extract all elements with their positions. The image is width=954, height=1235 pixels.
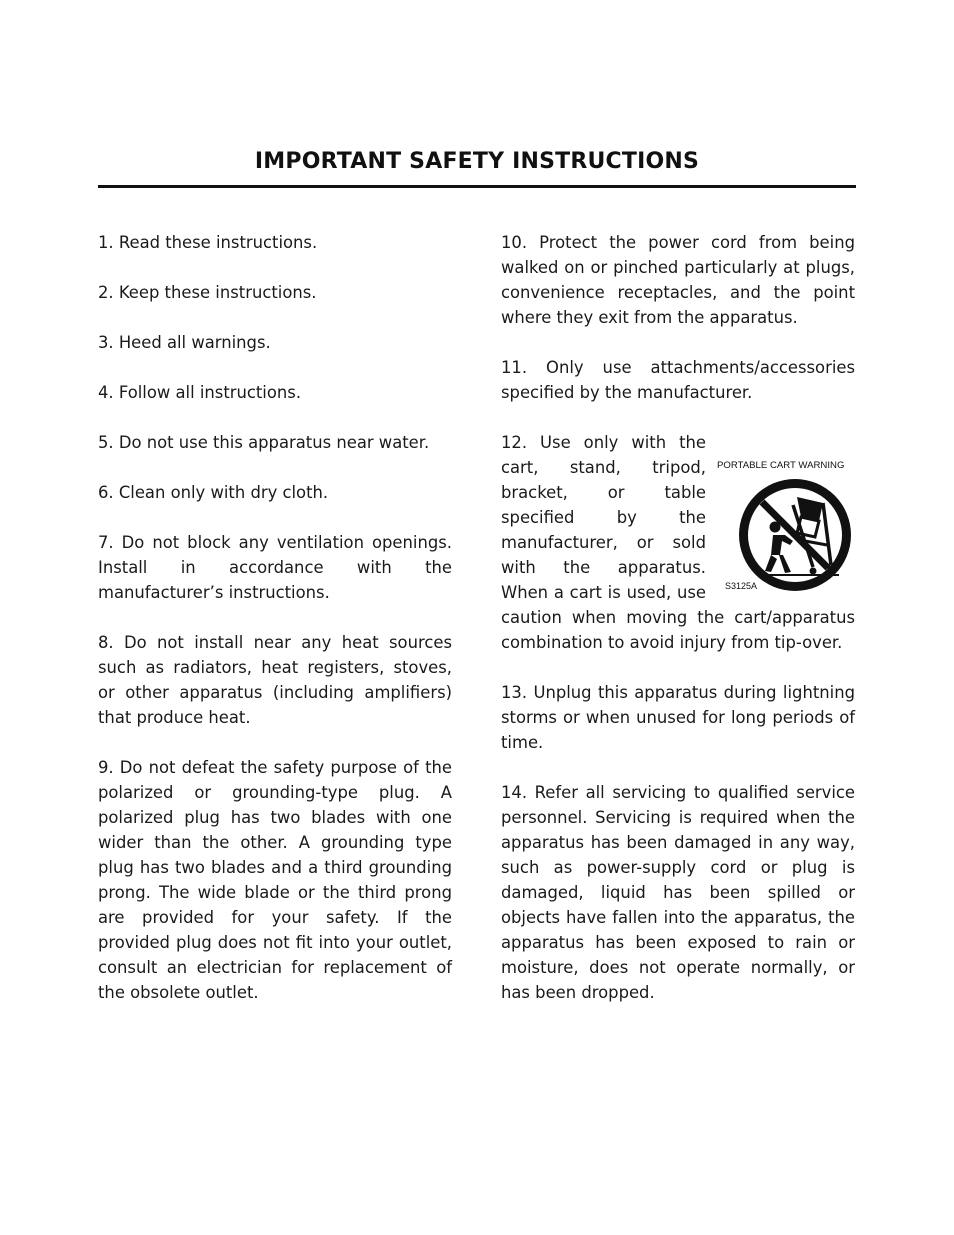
- instruction-5: 5. Do not use this apparatus near water.: [98, 433, 430, 452]
- page-title: IMPORTANT SAFETY INSTRUCTIONS: [254, 149, 700, 174]
- instruction-13: 13. Unplug this apparatus during lightning storms or when unused for long periods of time.: [501, 683, 855, 752]
- instruction-4: 4. Follow all instructions.: [98, 383, 302, 402]
- instruction-7: 7. Do not block any ventilation openings. Install in accordance with the manufacturer’s instructions.: [98, 533, 452, 602]
- instruction-12-block: [501, 430, 855, 655]
- instruction-1: 1. Read these instructions.: [98, 233, 318, 252]
- title-divider: [98, 185, 856, 188]
- cart-tip-over-warning-icon: [735, 475, 855, 597]
- instruction-10: 10. Protect the power cord from being walked on or pinched particularly at plugs, convenience receptacles, and the point where they exit from the apparatus.: [501, 233, 855, 327]
- instruction-8: 8. Do not install near any heat sources such as radiators, heat registers, stoves, or other apparatus (including amplifiers) that produce heat.: [98, 633, 452, 727]
- instruction-3: 3. Heed all warnings.: [98, 333, 271, 352]
- instruction-6: 6. Clean only with dry cloth.: [98, 483, 329, 502]
- cart-warning-caption: PORTABLE CART WARNING: [717, 460, 845, 471]
- left-column: [98, 230, 452, 1030]
- instruction-11: 11. Only use attachments/accessories specified by the manufacturer.: [501, 358, 855, 402]
- right-column: [501, 230, 855, 1030]
- cart-warning-code: S3125A: [725, 581, 758, 591]
- instruction-9: 9. Do not defeat the safety purpose of the polarized or grounding-type plug. A polarized plug has two blades with one wider than the other. A grounding type plug has two blades and a third grounding prong. The wide blade or the third prong are provided for your safety. If the provided plug does not fit into your outlet, consult an electrician for replacement of the obsolete outlet.: [98, 758, 452, 1002]
- instruction-12: 12. Use only with the cart, stand, tripod, bracket, or table specified by the manufacturer, or sold with the apparatus. When a cart is used, use caution when moving the cart/apparatus combination to avoid injury from tip-over.: [501, 433, 855, 652]
- instruction-14: 14. Refer all servicing to qualified service personnel. Servicing is required when the apparatus has been damaged in any way, such as power-supply cord or plug is damaged, liquid has been spilled or objects have fallen into the apparatus, the apparatus has been exposed to rain or moisture, does not operate normally, or has been dropped.: [501, 783, 855, 1002]
- instruction-2: 2. Keep these instructions.: [98, 283, 317, 302]
- cart-warning-figure: [713, 455, 855, 605]
